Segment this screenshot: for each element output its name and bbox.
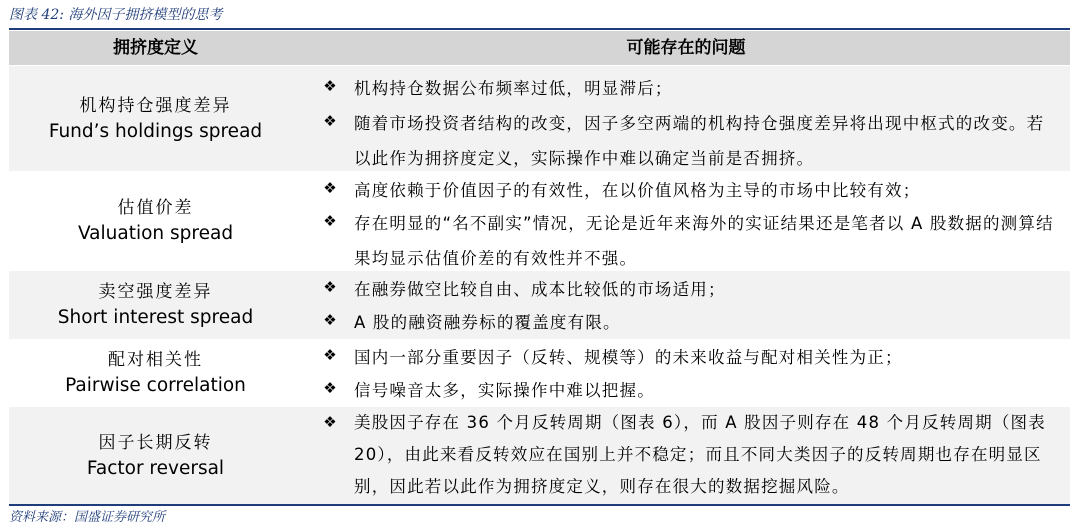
issue-text: 国内一部分重要因子（反转、规模等）的未来收益与配对相关性为正； bbox=[354, 348, 903, 367]
definition-en: Valuation spread bbox=[77, 223, 234, 244]
definition-zh: 估值价差 bbox=[117, 198, 194, 218]
table-row bbox=[9, 340, 1070, 406]
definition-cell bbox=[9, 340, 302, 406]
header-definition: 拥挤度定义 bbox=[113, 38, 198, 58]
diamond-bullet-icon: ❖ bbox=[323, 112, 337, 130]
definition-en: Fund’s holdings spread bbox=[48, 120, 263, 142]
header-issues: 可能存在的问题 bbox=[626, 38, 746, 58]
diamond-bullet-icon: ❖ bbox=[323, 179, 337, 197]
diamond-bullet-icon: ❖ bbox=[323, 77, 337, 95]
issues-cell bbox=[302, 172, 1070, 270]
issues-cell bbox=[302, 271, 1070, 339]
issue-text: 美股因子存在 36 个月反转周期（图表 6），而 A 股因子则存在 48 个月反转周期（图表 20），由此来看反转效应在国别上并不稳定；而且不同大类因子的反转周期也存在明显区别，因此若以此作为拥挤度定义，则存在很大的数据挖掘风险。 bbox=[354, 413, 1046, 496]
issue-text: 信号噪音太多，实际操作中难以把握。 bbox=[354, 381, 655, 400]
issue-text: A 股的融资融券标的覆盖度有限。 bbox=[354, 313, 621, 332]
diamond-bullet-icon: ❖ bbox=[323, 413, 337, 431]
definition-cell bbox=[9, 172, 302, 270]
definition-zh: 因子长期反转 bbox=[98, 432, 213, 453]
figure-caption: 图表 42: 海外因子拥挤模型的思考 bbox=[9, 7, 223, 23]
definition-cell bbox=[9, 407, 302, 504]
issue-text: 机构持仓数据公布频率过低，明显滞后； bbox=[354, 79, 673, 98]
table-row bbox=[9, 407, 1070, 504]
definition-en: Factor reversal bbox=[86, 457, 225, 479]
table-row bbox=[9, 66, 1070, 171]
diamond-bullet-icon: ❖ bbox=[323, 346, 337, 364]
definition-en: Short interest spread bbox=[57, 307, 254, 328]
definition-en: Pairwise correlation bbox=[65, 375, 246, 396]
top-rule bbox=[9, 28, 1070, 30]
bottom-rule bbox=[9, 504, 1070, 506]
issue-text: 存在明显的“名不副实”情况，无论是近年来海外的实证结果还是笔者以 A 股数据的测算结果均显示估值价差的有效性并不强。 bbox=[354, 214, 1054, 268]
definition-zh: 配对相关性 bbox=[108, 350, 203, 370]
table-row bbox=[9, 271, 1070, 339]
issue-text: 在融券做空比较自由、成本比较低的市场适用； bbox=[354, 280, 726, 299]
issues-cell bbox=[302, 340, 1070, 406]
diamond-bullet-icon: ❖ bbox=[323, 278, 337, 296]
issue-text: 随着市场投资者结构的改变，因子多空两端的机构持仓强度差异将出现中枢式的改变。若以此作为拥挤度定义，实际操作中难以确定当前是否拥挤。 bbox=[354, 114, 1045, 168]
definition-cell bbox=[9, 271, 302, 339]
definition-zh: 机构持仓强度差异 bbox=[79, 95, 232, 116]
diamond-bullet-icon: ❖ bbox=[323, 311, 337, 329]
issues-cell bbox=[302, 66, 1070, 171]
diamond-bullet-icon: ❖ bbox=[323, 379, 337, 397]
issue-text: 高度依赖于价值因子的有效性，在以价值风格为主导的市场中比较有效； bbox=[354, 181, 921, 200]
source-note: 资料来源：国盛证券研究所 bbox=[9, 510, 166, 525]
issues-cell bbox=[302, 407, 1070, 504]
definition-zh: 卖空强度差异 bbox=[98, 282, 213, 302]
definition-cell bbox=[9, 66, 302, 171]
table-row bbox=[9, 172, 1070, 270]
table-header bbox=[9, 31, 1070, 65]
diamond-bullet-icon: ❖ bbox=[323, 212, 337, 230]
